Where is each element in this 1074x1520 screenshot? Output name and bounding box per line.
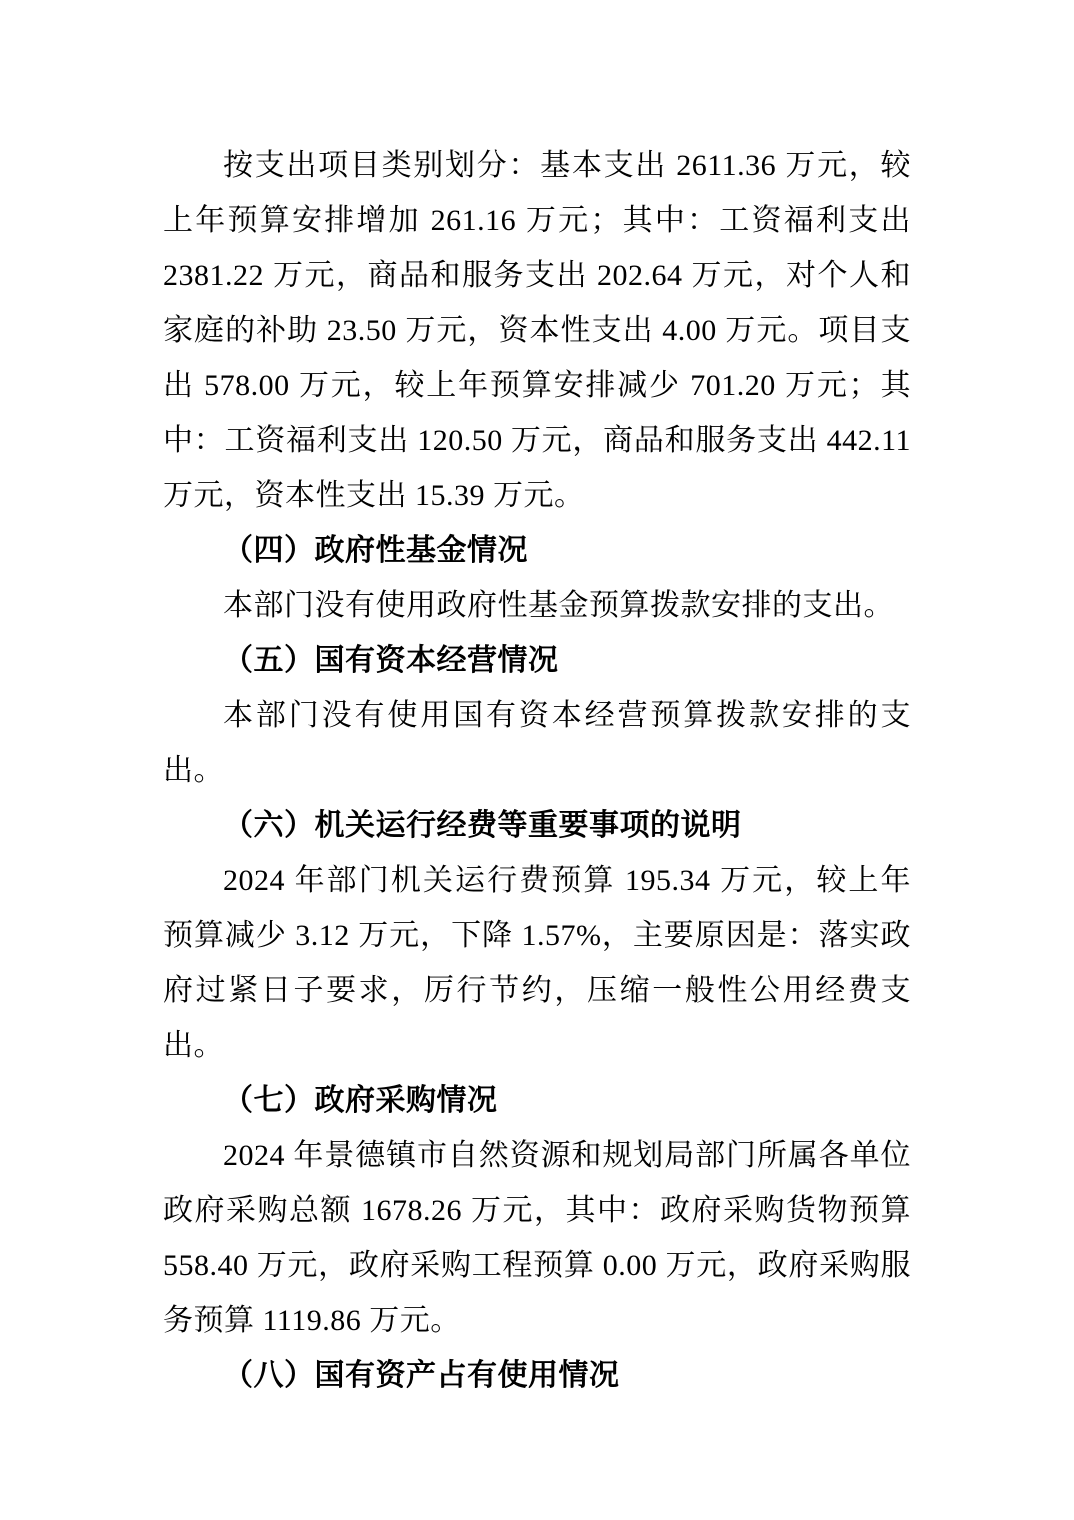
paragraph-government-procurement: 2024 年景德镇市自然资源和规划局部门所属各单位政府采购总额 1678.26 万元，其中：政府采购货物预算 558.40 万元，政府采购工程预算 0.00 万元，政府采购服务预算 1119.86 万元。 <box>163 1139 911 1337</box>
paragraph-state-capital: 本部门没有使用国有资本经营预算拨款安排的支出。 <box>163 699 911 787</box>
paragraph-government-funds: 本部门没有使用政府性基金预算拨款安排的支出。 <box>223 589 894 622</box>
document-body <box>163 138 911 1403</box>
section-heading-8-state-assets: （八）国有资产占有使用情况 <box>223 1359 620 1392</box>
paragraph-operating-expenses: 2024 年部门机关运行费预算 195.34 万元，较上年预算减少 3.12 万元，下降 1.57%，主要原因是：落实政府过紧日子要求，厉行节约，压缩一般性公用经费支出。 <box>163 864 911 1062</box>
section-heading-6-operating-expenses: （六）机关运行经费等重要事项的说明 <box>223 809 742 842</box>
section-heading-5-state-capital: （五）国有资本经营情况 <box>223 644 559 677</box>
section-heading-7-government-procurement: （七）政府采购情况 <box>223 1084 498 1117</box>
section-heading-4-government-funds: （四）政府性基金情况 <box>223 534 528 567</box>
paragraph-expenditure-by-category: 按支出项目类别划分：基本支出 2611.36 万元，较上年预算安排增加 261.16 万元；其中：工资福利支出 2381.22 万元，商品和服务支出 202.64 万元，对个人和家庭的补助 23.50 万元，资本性支出 4.00 万元。项目支出 578.00 万元，较上年预算安排减少 701.20 万元；其中：工资福利支出 120.50 万元，商品和服务支出 442.11 万元，资本性支出 15.39 万元。 <box>163 149 911 512</box>
